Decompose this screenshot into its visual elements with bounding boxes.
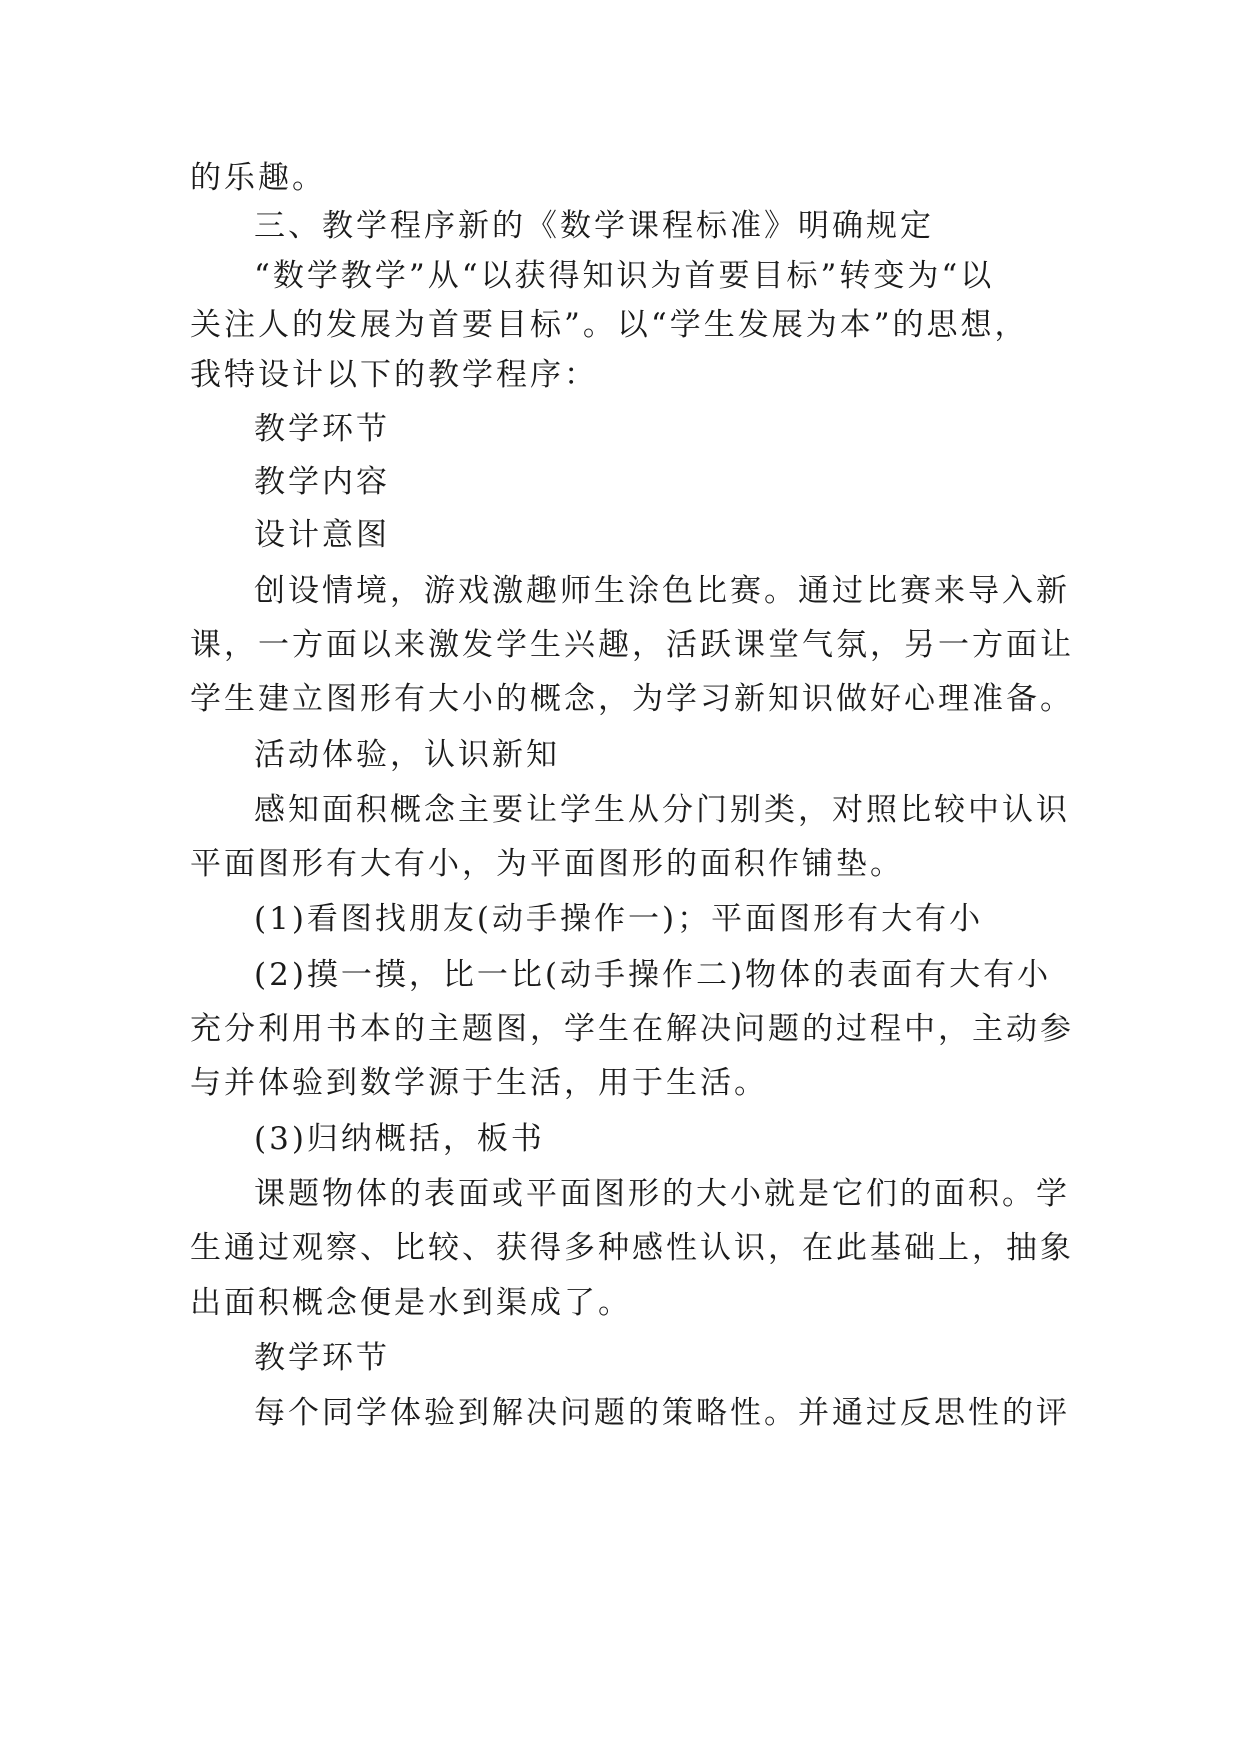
text-line: 关注人的发展为首要目标”。以“学生发展为本”的思想，	[190, 307, 1029, 343]
text-line: 每个同学体验到解决问题的策略性。并通过反思性的评	[254, 1395, 1070, 1431]
text-line: 的乐趣。	[190, 160, 326, 196]
section-heading: 三、教学程序新的《数学课程标准》明确规定	[254, 208, 934, 244]
text-line: 教学环节	[254, 411, 390, 447]
text-line: (1)看图找朋友(动手操作一)；平面图形有大有小	[254, 901, 984, 937]
text-line: 课题物体的表面或平面图形的大小就是它们的面积。学	[254, 1176, 1070, 1212]
text-line: 我特设计以下的教学程序：	[190, 357, 598, 393]
text-line: 活动体验，认识新知	[254, 737, 560, 773]
text-line: 充分利用书本的主题图，学生在解决问题的过程中，主动参	[190, 1011, 1074, 1047]
text-line: 学生建立图形有大小的概念，为学习新知识做好心理准备。	[190, 681, 1074, 717]
text-line: 出面积概念便是水到渠成了。	[190, 1285, 632, 1321]
text-line: 创设情境，游戏激趣师生涂色比赛。通过比赛来导入新	[254, 573, 1070, 609]
text-line: 教学环节	[254, 1340, 390, 1376]
text-line: 课，一方面以来激发学生兴趣，活跃课堂气氛，另一方面让	[190, 627, 1074, 663]
text-line: 感知面积概念主要让学生从分门别类，对照比较中认识	[254, 792, 1070, 828]
text-line: 教学内容	[254, 464, 390, 500]
text-line: 平面图形有大有小，为平面图形的面积作铺垫。	[190, 846, 904, 882]
text-line: 与并体验到数学源于生活，用于生活。	[190, 1065, 768, 1101]
text-line: “数学教学”从“以获得知识为首要目标”转变为“以	[254, 258, 995, 294]
text-line: 设计意图	[254, 517, 390, 553]
text-line: (2)摸一摸，比一比(动手操作二)物体的表面有大有小	[254, 957, 1052, 993]
text-line: (3)归纳概括，板书	[254, 1121, 545, 1157]
text-line: 生通过观察、比较、获得多种感性认识，在此基础上，抽象	[190, 1230, 1074, 1266]
